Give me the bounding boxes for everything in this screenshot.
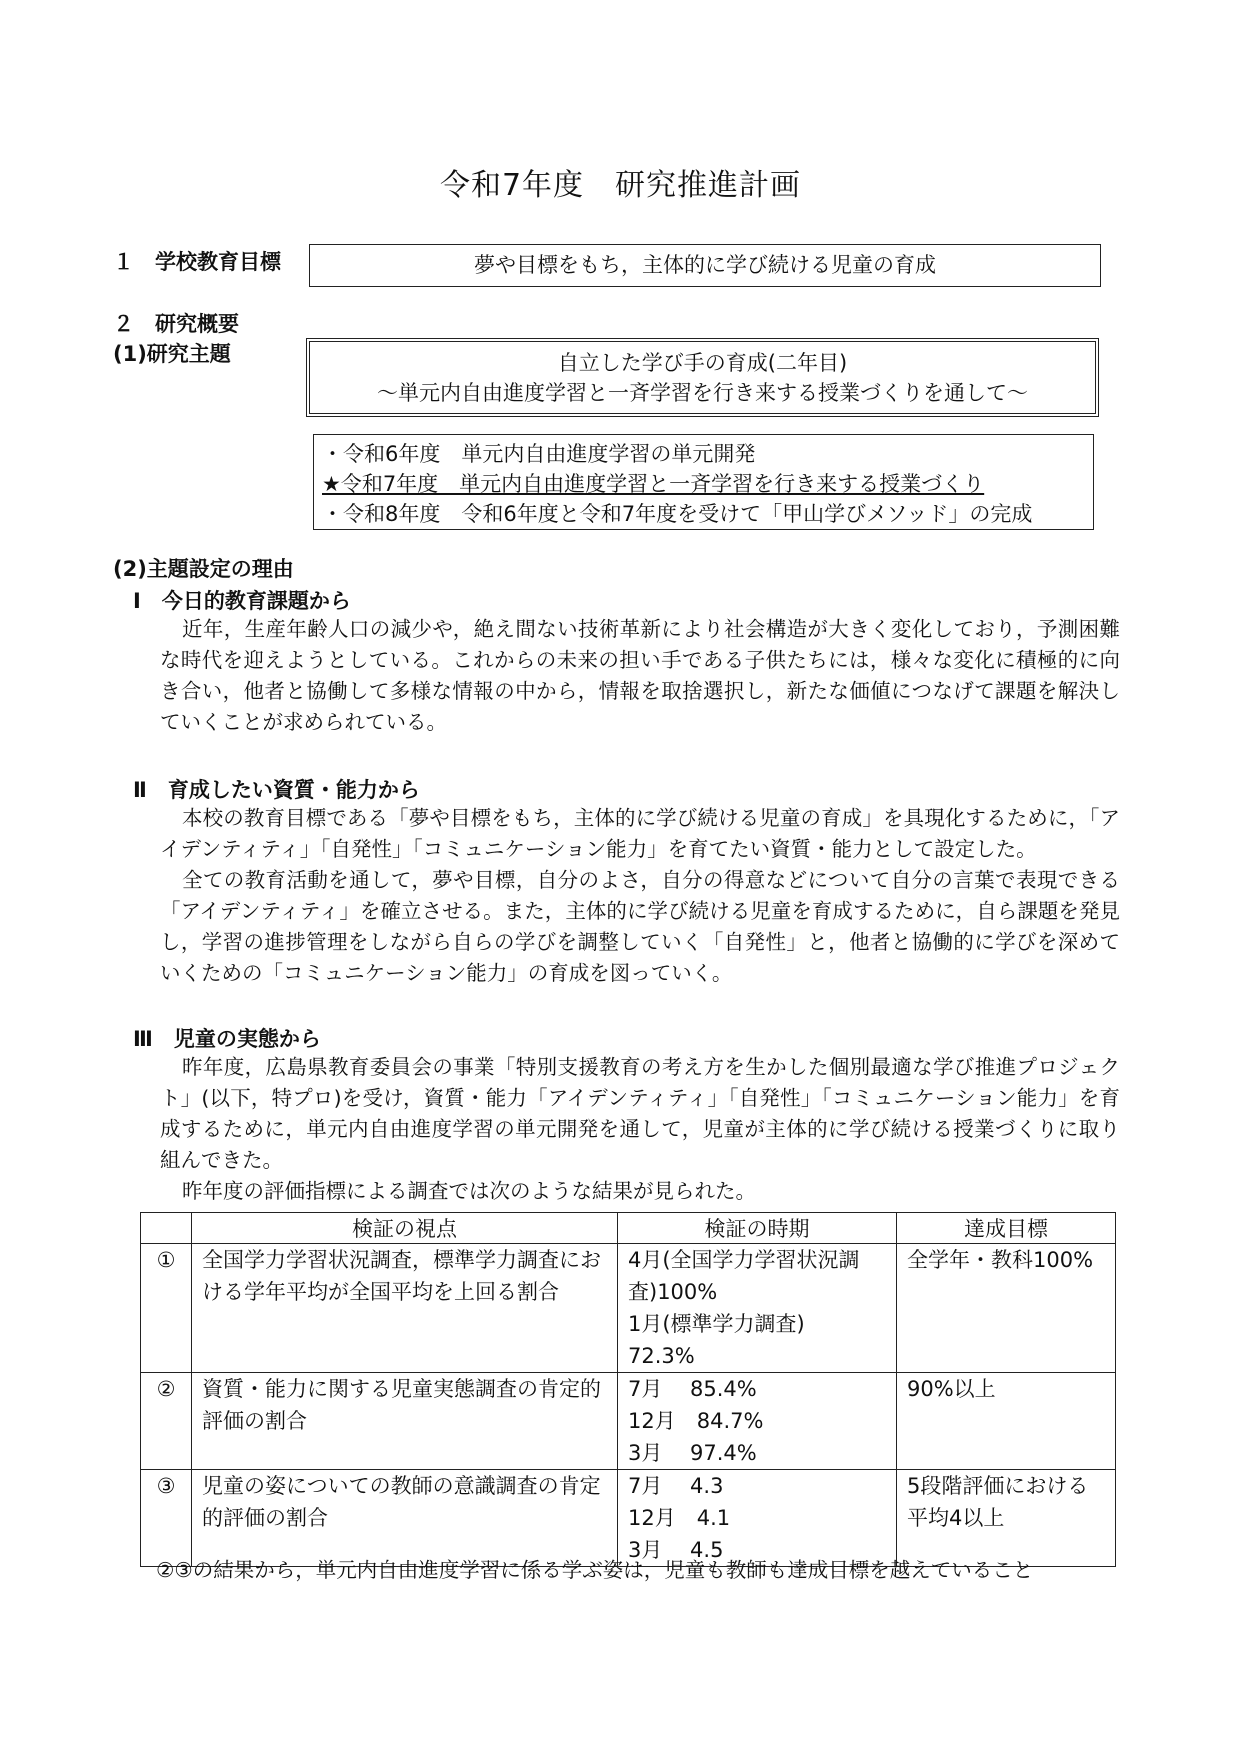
period-line: 7月 4.3 [628,1474,724,1498]
paragraph-i: 近年，生産年齢人口の減少や，絶え間ない技術革新により社会構造が大きく変化しており，予測困難な時代を迎えようとしている。これからの未来の担い手である子供たちには，様々な変化に積極的に向き合い，他者と協働して多様な情報の中から，情報を取捨選択し，新たな価値につなげて課題を解決していくことが求められている。 [160,617,1120,734]
period-line: 7月 85.4% [628,1377,757,1401]
period-line: 3月 97.4% [628,1441,757,1465]
table-header-row [141,1213,1116,1244]
reason-heading: (2)主題設定の理由 [113,557,294,581]
paragraph-ii [160,803,1120,989]
period-line: 12月 84.7% [628,1409,764,1433]
paragraph-iii-2: 昨年度の評価指標による調査では次のような結果が見られた。 [182,1179,756,1203]
research-plan-box [313,434,1094,530]
row-number: ① [141,1244,192,1373]
period-line: 72.3% [628,1344,695,1368]
paragraph-ii-1: 本校の教育目標である「夢や目標をもち，主体的に学び続ける児童の育成」を具現化するために，「アイデンティティ」「自発性」「コミュニケーション能力」を育てたい資質・能力として設定した。 [160,806,1120,861]
period-line: 12月 4.1 [628,1506,731,1530]
table-row [141,1244,1116,1373]
school-goal-box: 夢や目標をもち，主体的に学び続ける児童の育成 [309,244,1101,287]
research-theme-label: (1)研究主題 [113,342,231,366]
period-line: 1月(標準学力調査) [628,1312,805,1336]
plan-item-current: ★令和7年度 単元内自由進度学習と一斉学習を行き来する授業づくり [322,472,985,496]
row-view: 児童の姿についての教師の意識調査の肯定的評価の割合 [192,1470,618,1567]
subheading-ii: Ⅱ 育成したい資質・能力から [133,778,420,802]
conclusion-text: ②③の結果から，単元内自由進度学習に係る学ぶ姿は，児童も教師も達成目標を越えていること [156,1558,1034,1582]
paragraph-iii [160,1052,1120,1207]
row-number: ③ [141,1470,192,1567]
row-target: 5段階評価における平均4以上 [897,1470,1116,1567]
row-period [618,1470,897,1567]
section2-label: ２ 研究概要 [113,312,239,336]
plan-item: ・令和8年度 令和6年度と令和7年度を受けて「甲山学びメソッド」の完成 [322,502,1033,526]
table-row [141,1470,1116,1567]
period-line: 3月 4.5 [628,1538,724,1562]
table-row [141,1373,1116,1470]
period-line: 査)100% [628,1280,718,1304]
page-title: 令和7年度 研究推進計画 [439,168,802,203]
row-target: 全学年・教科100% [897,1244,1116,1373]
header-cell: 検証の時期 [618,1213,897,1244]
subheading-i: Ⅰ 今日的教育課題から [133,589,351,613]
header-cell: 達成目標 [897,1213,1116,1244]
evaluation-table [140,1212,1116,1567]
theme-line-1: 自立した学び手の育成(二年目) [557,351,848,375]
period-line: 4月(全国学力学習状況調 [628,1248,860,1272]
paragraph-iii-1: 昨年度，広島県教育委員会の事業「特別支援教育の考え方を生かした個別最適な学び推進プロジェクト」(以下，特プロ)を受け，資質・能力「アイデンティティ」「自発性」「コミュニケーション能力」を育成するために，単元内自由進度学習の単元開発を通して，児童が主体的に学び続ける授業づくりに取り組んできた。 [160,1055,1120,1172]
header-cell [141,1213,192,1244]
row-target: 90%以上 [897,1373,1116,1470]
research-theme-box [306,338,1099,417]
row-number: ② [141,1373,192,1470]
row-view: 全国学力学習状況調査，標準学力調査における学年平均が全国平均を上回る割合 [192,1244,618,1373]
paragraph-ii-2: 全ての教育活動を通して，夢や目標，自分のよさ，自分の得意などについて自分の言葉で表現できる「アイデンティティ」を確立させる。また，主体的に学び続ける児童を育成するために，自ら課題を発見し，学習の進捗管理をしながら自らの学びを調整していく「自発性」と，他者と協働的に学びを深めていくための「コミュニケーション能力」の育成を図っていく。 [160,868,1120,985]
row-view: 資質・能力に関する児童実態調査の肯定的評価の割合 [192,1373,618,1470]
section1-label: １ 学校教育目標 [113,250,281,274]
row-period [618,1244,897,1373]
plan-item: ・令和6年度 単元内自由進度学習の単元開発 [322,442,756,466]
theme-line-2: ～単元内自由進度学習と一斉学習を行き来する授業づくりを通して～ [377,381,1028,405]
subheading-iii: Ⅲ 児童の実態から [133,1027,321,1051]
row-period [618,1373,897,1470]
header-cell: 検証の視点 [192,1213,618,1244]
